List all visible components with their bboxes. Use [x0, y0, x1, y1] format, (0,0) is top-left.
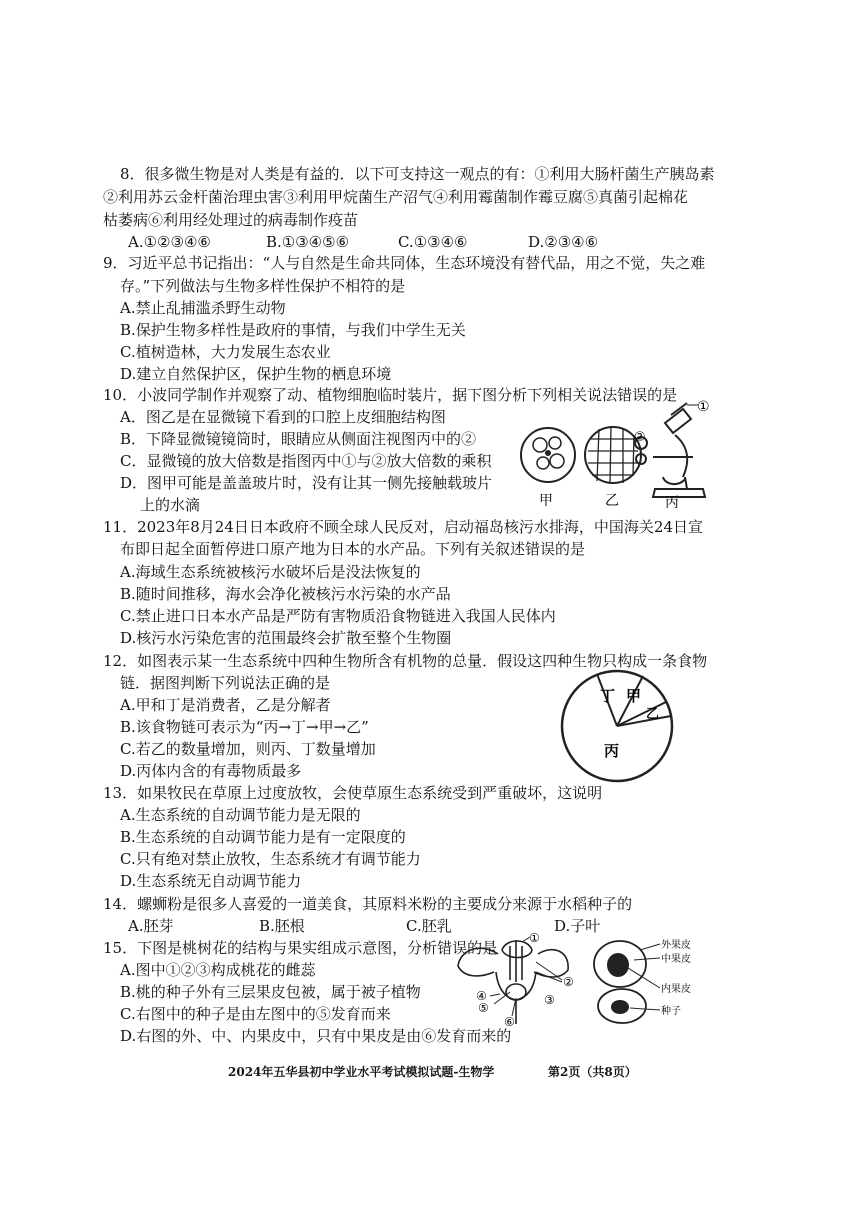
q14-option-d[interactable]: D.子叶 [554, 917, 601, 935]
figure-label-bing: 丙 [665, 495, 679, 511]
figure-label-jia: 甲 [539, 493, 553, 509]
fruit-label-inner-pericarp: 内果皮 [661, 984, 691, 995]
q9-option-a[interactable]: A.禁止乱捕滥杀野生动物 [120, 299, 286, 317]
q10-option-c[interactable]: C．显微镜的放大倍数是指图丙中①与②放大倍数的乘积 [120, 452, 492, 470]
fruit-label-middle-pericarp: 中果皮 [661, 954, 691, 965]
q8-stem-line3: 枯萎病⑥利用经处理过的病毒制作疫苗 [103, 211, 359, 229]
q15-option-c[interactable]: C.右图中的种子是由左图中的⑤发育而来 [120, 1005, 391, 1023]
q11-option-d[interactable]: D.核污水污染危害的范围最终会扩散至整个生物圈 [120, 629, 452, 647]
q15-stem-line1: 15．下图是桃树花的结构与果实组成示意图，分析错误的是 [103, 939, 498, 957]
q8-option-d[interactable]: D.②③④⑥ [528, 233, 599, 251]
fruit-label-seed: 种子 [661, 1006, 681, 1017]
q8-options [128, 231, 598, 253]
cell-figure-jia [521, 428, 575, 482]
q10-option-d-continued: 上的水滴 [140, 496, 201, 514]
q15-flower-fruit-figure [450, 932, 720, 1028]
peach-fruit-diagram [594, 941, 646, 1023]
q10-mark-1: ① [697, 399, 710, 415]
q12-option-b[interactable]: B.该食物链可表示为“丙→丁→甲→乙” [120, 718, 369, 736]
q15-option-b[interactable]: B.桃的种子外有三层果皮包被，属于被子植物 [120, 983, 421, 1001]
q15-option-a[interactable]: A.图中①②③构成桃花的雌蕊 [120, 961, 316, 979]
q15-mark-5: ⑤ [478, 1001, 489, 1015]
q12-option-c[interactable]: C.若乙的数量增加，则丙、丁数量增加 [120, 740, 376, 758]
q14-option-b[interactable]: B.胚根 [259, 917, 305, 935]
footer-exam-title: 2024年五华县初中学业水平考试模拟试题-生物学 [228, 1065, 495, 1079]
q9-stem-line2: 存。”下列做法与生物多样性保护不相符的是 [120, 277, 406, 295]
q12-stem-line1: 12．如图表示某一生态系统中四种生物所含有机物的总量．假设这四种生物只构成一条食物 [103, 652, 708, 670]
q10-mark-2: ② [634, 430, 646, 445]
q14-option-a[interactable]: A.胚芽 [128, 917, 174, 935]
q15-mark-4: ④ [476, 989, 487, 1003]
q10-option-d[interactable]: D．图甲可能是盖盖玻片时，没有让其一侧先接触载玻片 [120, 474, 493, 492]
q12-option-d[interactable]: D.丙体内含的有毒物质最多 [120, 762, 302, 780]
q14-option-c[interactable]: C.胚乳 [406, 917, 452, 935]
q8-stem-line1: 8．很多微生物是对人类是有益的．以下可支持这一观点的有：①利用大肠杆菌生产胰岛素 [120, 165, 715, 183]
q13-option-c[interactable]: C.只有绝对禁止放牧，生态系统才有调节能力 [120, 850, 421, 868]
q13-option-b[interactable]: B.生态系统的自动调节能力是有一定限度的 [120, 828, 406, 846]
q11-option-a[interactable]: A.海域生态系统被核污水破坏后是没法恢复的 [120, 563, 421, 581]
q10-option-a[interactable]: A．图乙是在显微镜下看到的口腔上皮细胞结构图 [120, 408, 446, 426]
q9-option-c[interactable]: C.植树造林，大力发展生态农业 [120, 343, 331, 361]
pie-label-yi: 乙 [646, 707, 660, 722]
pie-label-jia: 甲 [626, 687, 642, 705]
q11-stem-line2: 布即日起全面暂停进口原产地为日本的水产品。下列有关叙述错误的是 [120, 540, 586, 558]
q8-option-b[interactable]: B.①③④⑤⑥ [266, 233, 350, 251]
q11-option-b[interactable]: B.随时间推移，海水会净化被核污水污染的水产品 [120, 585, 451, 603]
pie-label-bing: 丙 [604, 742, 620, 760]
q15-mark-6: ⑥ [504, 1015, 515, 1028]
fruit-label-outer-pericarp: 外果皮 [661, 940, 691, 951]
microscope-figure-bing [635, 403, 705, 497]
q14-stem-line1: 14．螺蛳粉是很多人喜爱的一道美食，其原料米粉的主要成分来源于水稻种子的 [103, 895, 633, 913]
q15-mark-1: ① [529, 932, 540, 945]
q8-option-a[interactable]: A.①②③④⑥ [128, 233, 211, 251]
q10-cell-microscope-figure [515, 393, 727, 513]
q15-mark-3: ③ [544, 993, 555, 1007]
q9-option-d[interactable]: D.建立自然保护区，保护生物的栖息环境 [120, 365, 392, 383]
q10-option-b[interactable]: B．下降显微镜镜筒时，眼睛应从侧面注视图丙中的② [120, 430, 477, 448]
figure-label-yi: 乙 [605, 493, 619, 509]
q11-stem-line1: 11．2023年8月24日日本政府不顾全球人民反对，启动福岛核污水排海，中国海关24日宣 [103, 518, 703, 536]
q8-stem-line2: ②利用苏云金杆菌治理虫害③利用甲烷菌生产沼气④利用霉菌制作霉豆腐⑤真菌引起棉花 [103, 188, 689, 206]
cell-figure-yi [585, 427, 641, 483]
q8-option-c[interactable]: C.①③④⑥ [398, 233, 468, 251]
q12-pie-figure [550, 668, 690, 784]
q13-option-a[interactable]: A.生态系统的自动调节能力是无限的 [120, 806, 361, 824]
q13-option-d[interactable]: D.生态系统无自动调节能力 [120, 872, 302, 890]
q12-option-a[interactable]: A.甲和丁是消费者，乙是分解者 [120, 696, 331, 714]
q13-stem-line1: 13．如果牧民在草原上过度放牧，会使草原生态系统受到严重破坏，这说明 [103, 784, 603, 802]
q12-stem-line2: 链．据图判断下列说法正确的是 [120, 674, 331, 692]
q9-option-b[interactable]: B.保护生物多样性是政府的事情，与我们中学生无关 [120, 321, 466, 339]
q10-stem-line1: 10．小波同学制作并观察了动、植物细胞临时装片，据下图分析下列相关说法错误的是 [103, 386, 678, 404]
footer-page-number: 第2页（共8页） [548, 1065, 637, 1079]
q15-option-d[interactable]: D.右图的外、中、内果皮中，只有中果皮是由⑥发育而来的 [120, 1027, 512, 1045]
q9-stem-line1: 9．习近平总书记指出：“人与自然是生命共同体，生态环境没有替代品，用之不觉，失之难 [103, 254, 706, 272]
pie-label-ding: 丁 [600, 687, 616, 705]
q15-mark-2: ② [563, 975, 574, 989]
q11-option-c[interactable]: C.禁止进口日本水产品是严防有害物质沿食物链进入我国人民体内 [120, 607, 556, 625]
